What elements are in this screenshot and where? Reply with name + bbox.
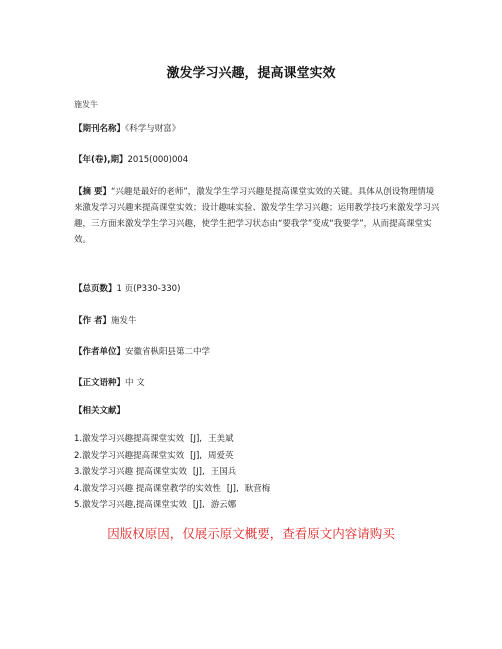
journal-value: 《科学与财富》 (125, 124, 181, 134)
abstract-field (74, 184, 440, 248)
reference-list (74, 431, 454, 514)
volume-value: 2015(000)004 (127, 155, 189, 165)
abstract-text: “兴趣是最好的老师”，激发学生学习兴趣是提高课堂实效的关键。具体从创设物理情境来激发学习兴趣来提高课堂实效；设计趣味实验、激发学生学习兴趣；运用教学技巧来激发学习兴趣，三方面来激发学生学习兴趣，使学生把学习状态由“要我学”变成“我要学”，从而提高课堂实效。 (74, 187, 440, 245)
reference-item[interactable] (74, 464, 454, 481)
reference-item[interactable] (74, 497, 454, 514)
related-label: 【相关文献】 (74, 406, 126, 416)
author-label: 【作 者】 (74, 316, 111, 326)
reference-title: 激发学习兴趣 提高课堂教学的实效性 (82, 483, 221, 494)
reference-author: 王国兵 (210, 467, 237, 477)
reference-title: 激发学习兴趣提高课堂实效 (82, 450, 185, 461)
reference-number: 1. (74, 434, 83, 444)
author-field (74, 314, 440, 329)
journal-field (74, 122, 440, 137)
related-field (74, 404, 440, 419)
reference-item[interactable] (74, 431, 454, 448)
reference-number: 3. (74, 467, 83, 477)
reference-type: [J], (190, 450, 202, 461)
reference-title: 激发学习兴趣提高课堂实效 (82, 434, 185, 444)
affiliation-label: 【作者单位】 (74, 347, 126, 357)
language-label: 【正文语种】 (74, 378, 126, 388)
copyright-notice[interactable]: 因版权原因，仅展示原文概要，查看原文内容请购买 (107, 526, 395, 541)
reference-author: 耿营梅 (244, 483, 271, 494)
volume-field (74, 153, 440, 168)
journal-label: 【期刊名称】 (74, 124, 126, 134)
author-value: 施发牛 (110, 316, 137, 326)
reference-author: 游云娜 (210, 500, 237, 510)
reference-type: [J], (190, 434, 202, 444)
volume-label: 【年(卷),期】 (74, 155, 128, 165)
reference-number: 2. (74, 450, 83, 461)
affiliation-field (74, 345, 440, 360)
affiliation-value: 安徽省枞阳县第二中学 (125, 347, 211, 357)
abstract-label: 【摘 要】 (74, 187, 111, 197)
reference-author: 周爱英 (207, 450, 234, 461)
reference-type: [J], (192, 467, 205, 477)
pages-field (74, 282, 440, 297)
reference-type: [J], (226, 483, 239, 494)
reference-number: 4. (74, 483, 83, 494)
reference-type: [J], (192, 500, 205, 510)
language-field (74, 376, 440, 391)
language-value: 中 文 (125, 378, 145, 388)
reference-number: 5. (74, 500, 83, 510)
author-byline: 施发牛 (74, 100, 98, 109)
reference-title: 激发学习兴趣 提高课堂实效 (82, 467, 187, 477)
reference-title: 激发学习兴趣,提高课堂实效 (82, 500, 187, 510)
pages-label: 【总页数】 (74, 284, 117, 294)
reference-item[interactable] (74, 448, 454, 465)
pages-value: 1 页(P330-330) (116, 284, 181, 294)
reference-item[interactable] (74, 481, 454, 498)
document-title: 激发学习兴趣，提高课堂实效 (166, 66, 336, 81)
reference-author: 王美斌 (207, 434, 234, 444)
